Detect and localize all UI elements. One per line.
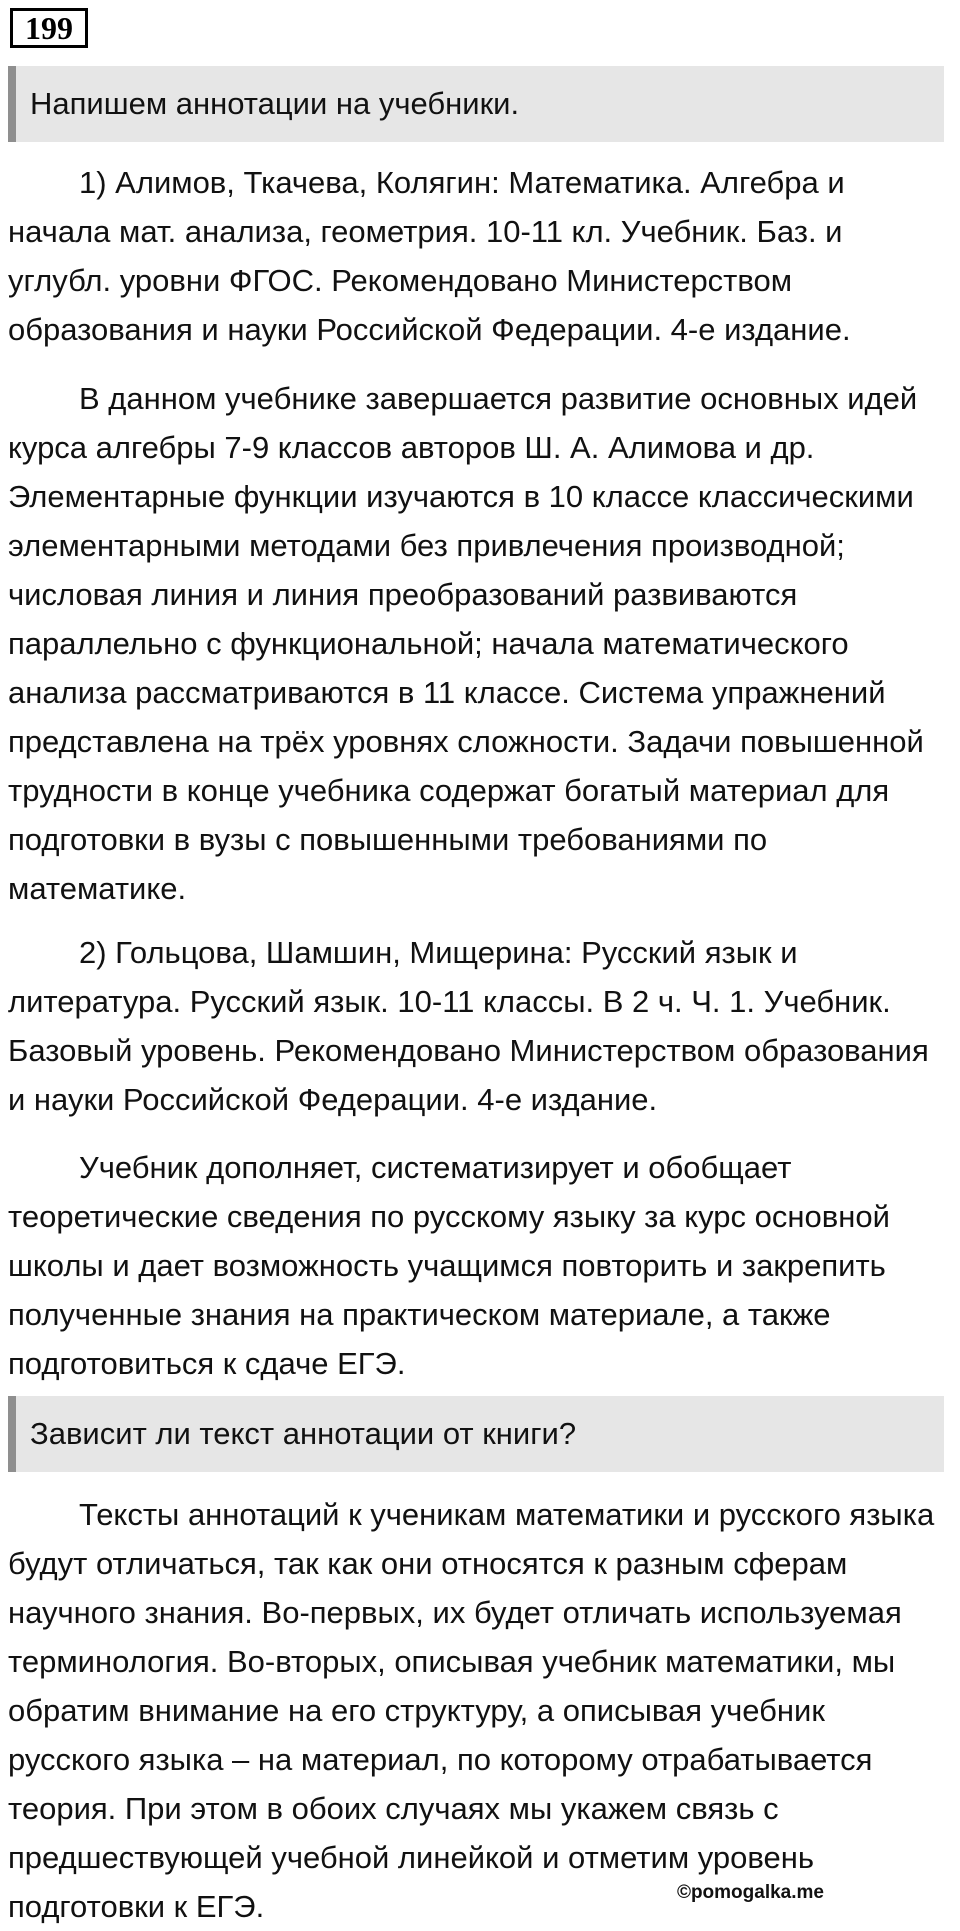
- annotation-2-title: 2) Гольцова, Шамшин, Мищерина: Русский язык и литература. Русский язык. 10-11 классы. В 2 ч. Ч. 1. Учебник. Базовый уровень. Рекомендовано Министерством образования и науки Российской Федерации. 4-е издание.: [8, 935, 929, 1117]
- question-heading-2: Зависит ли текст аннотации от книги?: [8, 1396, 944, 1472]
- task-number: 199: [10, 8, 88, 48]
- answer-paragraph: Тексты аннотаций к ученикам математики и русского языка будут отличаться, так как они относятся к разным сферам научного знания. Во-первых, их будет отличать используемая терминология. Во-вторых, описывая учебник математики, мы обратим внимание на его структуру, а описывая учебник русского языка – на материал, по которому отрабатывается теория. При этом в обоих случаях мы укажем связь с предшествующей учебной линейкой и отметим уровень подготовки к ЕГЭ.: [8, 1497, 935, 1924]
- annotation-1-title: 1) Алимов, Ткачева, Колягин: Математика. Алгебра и начала мат. анализа, геометрия. 10-11 кл. Учебник. Баз. и углубл. уровни ФГОС. Рекомендовано Министерством образования и науки Российской Федерации. 4-е издание.: [8, 165, 851, 347]
- annotation-2-text: Учебник дополняет, систематизирует и обобщает теоретические сведения по русскому языку за курс основной школы и дает возможность учащимся повторить и закрепить полученные знания на практическом материале, а также подготовиться к сдаче ЕГЭ.: [8, 1150, 890, 1381]
- watermark: ©pomogalka.me: [676, 1882, 824, 1903]
- annotation-1-text: В данном учебнике завершается развитие основных идей курса алгебры 7-9 классов авторов Ш. А. Алимова и др. Элементарные функции изучаются в 10 классе классическими элементарными методами без привлечения производной; числовая линия и линия преобразований развиваются параллельно с функциональной; начала математического анализа рассматриваются в 11 классе. Система упражнений представлена на трёх уровнях сложности. Задачи повышенной трудности в конце учебника содержат богатый материал для подготовки в вузы с повышенными требованиями по математике.: [8, 381, 924, 906]
- question-heading-1: Напишем аннотации на учебники.: [8, 66, 944, 142]
